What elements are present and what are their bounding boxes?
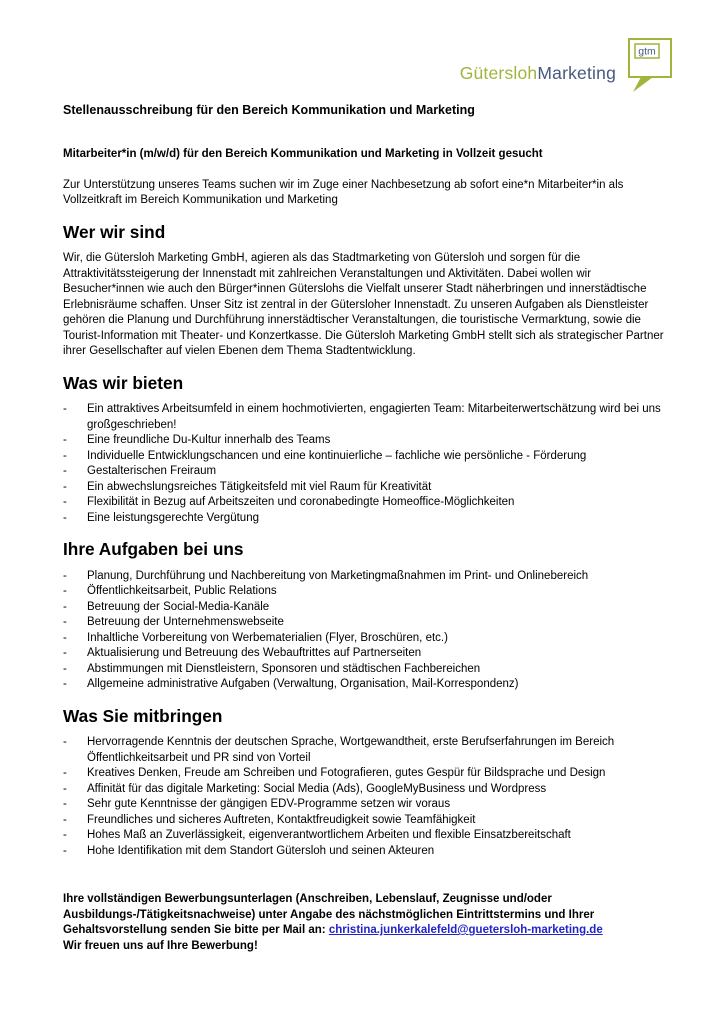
bullet-dash-marker: -	[63, 813, 67, 826]
bullet-item-text: Ein abwechslungsreiches Tätigkeitsfeld mit viel Raum für Kreativität	[87, 480, 432, 493]
bullet-item-text: Planung, Durchführung und Nachbereitung von Marketingmaßnahmen im Print- und Onlinebereich	[87, 569, 589, 582]
bullet-dash-marker: -	[63, 403, 67, 415]
page-title: Stellenausschreibung für den Bereich Kommunikation und Marketing	[63, 103, 475, 117]
bullet-item	[63, 797, 666, 813]
bullet-item-text: Aktualisierung und Betreuung des Webauftrittes auf Partnerseiten	[87, 647, 422, 659]
closing-paragraph	[63, 892, 666, 954]
bullet-item	[63, 584, 666, 600]
bullet-item-text: Öffentlichkeitsarbeit, Public Relations	[87, 585, 277, 597]
bullet-item	[63, 677, 666, 693]
bullet-dash-marker: -	[63, 465, 67, 477]
bullet-dash-marker: -	[63, 767, 67, 779]
document-content	[63, 103, 666, 954]
bullet-item-text: Ein attraktives Arbeitsumfeld in einem hochmotivierten, engagierten Team: Mitarbeiterwertschätzung wird bei uns großgeschrieben!	[87, 403, 661, 431]
bullet-dash-marker: -	[63, 798, 67, 810]
bullet-dash-marker: -	[63, 844, 67, 857]
bullet-dash-marker: -	[63, 585, 67, 597]
bullet-dash-marker: -	[63, 616, 67, 628]
bullet-dash-marker: -	[63, 496, 67, 508]
section-heading-who-we-are: Wer wir sind	[63, 221, 166, 242]
bullet-item	[63, 402, 666, 433]
bullet-item-text: Individuelle Entwicklungschancen und eine kontinuierliche – fachliche wie persönliche - Förderung	[87, 449, 587, 462]
bullet-dash-marker: -	[63, 511, 67, 524]
bullet-item-text: Affinität für das digitale Marketing: Social Media (Ads), GoogleMyBusiness und Wordpress	[87, 782, 547, 795]
bullet-dash-marker: -	[63, 829, 67, 841]
bullet-item	[63, 828, 666, 844]
logo-wordmark-marketing: Marketing	[537, 62, 616, 83]
bullet-dash-marker: -	[63, 569, 67, 582]
bullet-item-text: Eine leistungsgerechte Vergütung	[87, 511, 259, 524]
bullet-dash-marker: -	[63, 434, 67, 446]
bullet-item-text: Freundliches und sicheres Auftreten, Kontaktfreudigkeit sowie Teamfähigkeit	[87, 813, 476, 826]
bullet-item-text: Kreatives Denken, Freude am Schreiben und Fotografieren, gutes Gespür für Bildsprache und Design	[87, 767, 606, 779]
bullet-item	[63, 495, 666, 511]
intro-paragraph: Zur Unterstützung unseres Teams suchen wir im Zuge einer Nachbesetzung ab sofort eine*n Mitarbeiter*in als Vollzeitkraft im Bereich Kommunikation und Marketing	[63, 178, 624, 206]
bullet-dash-marker: -	[63, 662, 67, 675]
svg-text:gtm: gtm	[638, 45, 656, 58]
bullet-item	[63, 631, 666, 647]
tasks-bullet-list	[63, 569, 666, 693]
bullet-dash-marker: -	[63, 600, 67, 613]
bullet-dash-marker: -	[63, 782, 67, 795]
bullet-dash-marker: -	[63, 678, 67, 690]
bullet-item	[63, 766, 666, 782]
bullet-item-text: Flexibilität in Bezug auf Arbeitszeiten und coronabedingte Homeoffice-Möglichkeiten	[87, 496, 515, 508]
bullet-item	[63, 646, 666, 662]
offer-bullet-list	[63, 402, 666, 526]
application-email-link[interactable]: christina.junkerkalefeld@guetersloh-marketing.de	[328, 924, 603, 936]
bullet-item	[63, 662, 666, 678]
bullet-item	[63, 813, 666, 829]
bullet-dash-marker: -	[63, 480, 67, 493]
company-logo-wordmark	[459, 62, 616, 83]
bullet-dash-marker: -	[63, 736, 67, 748]
section-heading-what-we-offer: Was wir bieten	[63, 372, 184, 393]
bullet-item-text: Inhaltliche Vorbereitung von Werbematerialien (Flyer, Broschüren, etc.)	[87, 631, 448, 644]
profile-bullet-list	[63, 735, 666, 859]
bullet-item	[63, 615, 666, 631]
bullet-item-text: Sehr gute Kenntnisse der gängigen EDV-Programme setzen wir voraus	[87, 798, 451, 810]
bullet-item	[63, 782, 666, 798]
bullet-item-text: Hervorragende Kenntnis der deutschen Sprache, Wortgewandtheit, erste Berufserfahrungen im Bereich Öffentlichkeitsarbeit und PR sind von Vorteil	[87, 736, 615, 764]
bullet-item-text: Abstimmungen mit Dienstleistern, Sponsoren und städtischen Fachbereichen	[87, 662, 481, 675]
bullet-item	[63, 464, 666, 480]
bullet-item	[63, 600, 666, 616]
speech-bubble-gtm-icon	[618, 36, 676, 94]
job-subtitle: Mitarbeiter*in (m/w/d) für den Bereich Kommunikation und Marketing in Vollzeit gesucht	[63, 148, 543, 160]
bullet-item-text: Eine freundliche Du-Kultur innerhalb des Teams	[87, 434, 331, 446]
section-heading-your-profile: Was Sie mitbringen	[63, 705, 223, 726]
bullet-dash-marker: -	[63, 631, 67, 644]
bullet-item-text: Hohe Identifikation mit dem Standort Gütersloh und seinen Akteuren	[87, 844, 435, 857]
bullet-item	[63, 569, 666, 585]
bullet-dash-marker: -	[63, 647, 67, 659]
logo-wordmark-guetersloh: Gütersloh	[459, 62, 538, 83]
bullet-item-text: Hohes Maß an Zuverlässigkeit, eigenverantwortlichem Arbeiten und flexible Einsatzbereitschaft	[87, 829, 571, 841]
bullet-dash-marker: -	[63, 449, 67, 462]
section-heading-your-tasks: Ihre Aufgaben bei uns	[63, 539, 244, 559]
bullet-item-text: Betreuung der Social-Media-Kanäle	[87, 600, 270, 613]
bullet-item	[63, 480, 666, 496]
bullet-item	[63, 735, 666, 766]
bullet-item	[63, 844, 666, 860]
bullet-item-text: Betreuung der Unternehmenswebseite	[87, 616, 284, 628]
bullet-item	[63, 433, 666, 449]
bullet-item	[63, 449, 666, 465]
closing-instructions-text: Ihre vollständigen Bewerbungsunterlagen (Anschreiben, Lebenslauf, Zeugnisse und/oder Ausbildungs-/Tätigkeitsnachweise) unter Angabe des nächstmöglichen Eintrittstermins und Ihrer Gehaltsvorstellung senden Sie bitte per Mail an:	[63, 893, 595, 936]
closing-final-line: Wir freuen uns auf Ihre Bewerbung!	[63, 939, 258, 952]
who-we-are-paragraph: Wir, die Gütersloh Marketing GmbH, agieren als das Stadtmarketing von Gütersloh und sorgen für die Attraktivitätssteigerung der Innenstadt mit zahlreichen Veranstaltungen und Aktivitäten. Dabei wollen wir Besucher*innen wie auch den Bürger*innen Güterslohs die Vielfalt unserer Stadt näherbringen und innerstädtische Erlebnisräume schaffen. Unser Sitz ist zentral in der Gütersloher Innenstadt. Zu unseren Aufgaben als Dienstleister gehören die Planung und Durchführung innerstädtischer Veranstaltungen, die touristische Vermarktung, sowie die Tourist-Information mit Theater- und Konzertkasse. Die Gütersloh Marketing GmbH stellt sich als strategischer Partner ihrer Gesellschafter auf vielen Ebenen dem Thema Stadtentwicklung.	[63, 252, 664, 357]
bullet-item-text: Gestalterischen Freiraum	[87, 465, 217, 477]
bullet-item	[63, 511, 666, 527]
company-logo	[460, 36, 676, 94]
bullet-item-text: Allgemeine administrative Aufgaben (Verwaltung, Organisation, Mail-Korrespondenz)	[87, 678, 519, 690]
